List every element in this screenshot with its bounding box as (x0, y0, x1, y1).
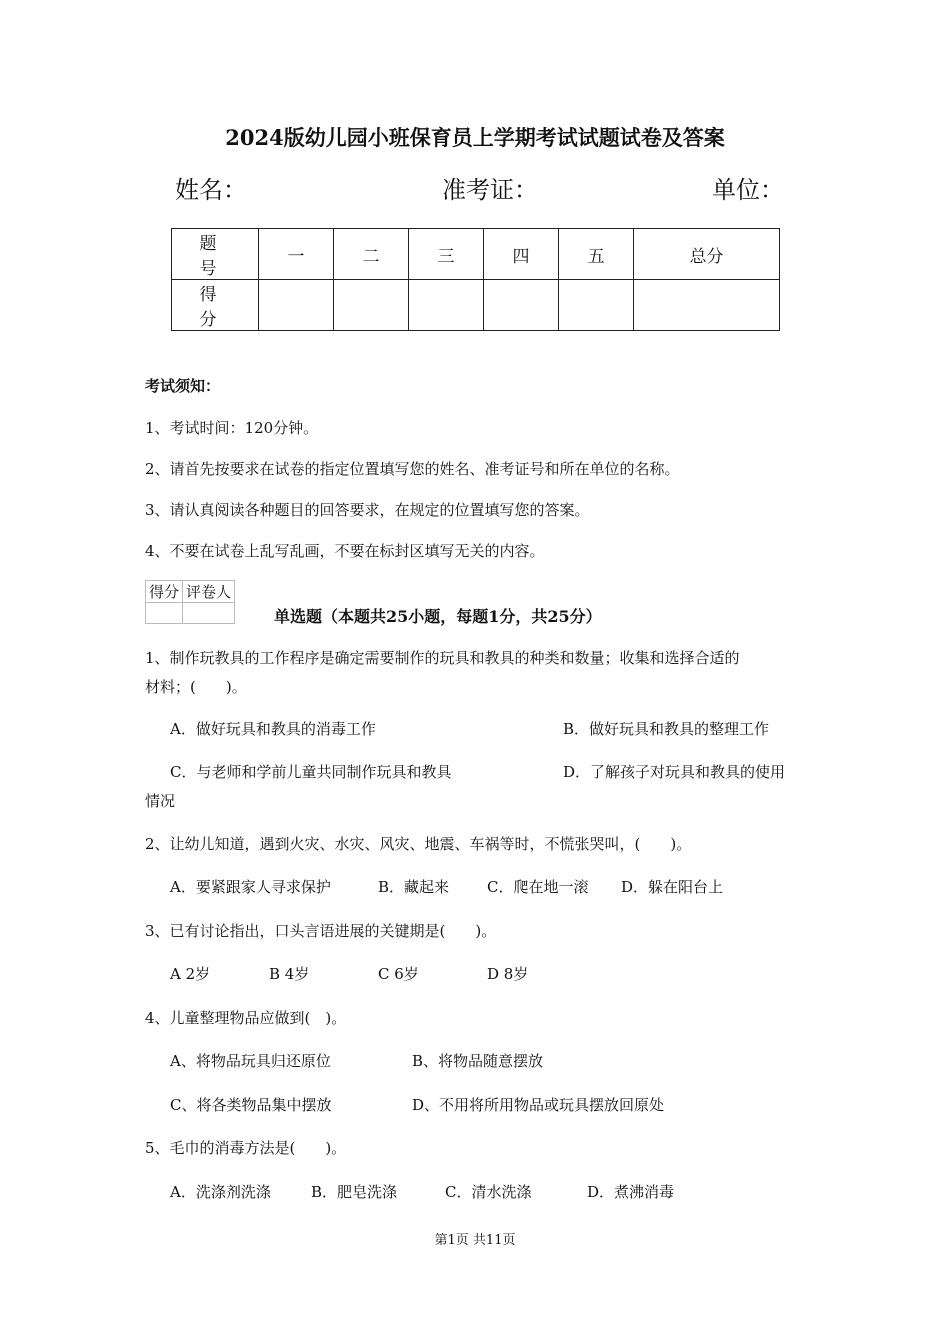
option-c: C．与老师和学前儿童共同制作玩具和教具 (170, 763, 452, 781)
option-a: A、将物品玩具归还原位 (170, 1052, 331, 1070)
page-footer: 第1页 共11页 (434, 1233, 516, 1248)
score-cell (484, 280, 559, 331)
option-d: D．躲在阳台上 (621, 878, 724, 896)
question-stem: 材料；( )。 (145, 678, 247, 696)
score-cell (409, 280, 484, 331)
option-a: A．做好玩具和教具的消毒工作 (170, 720, 376, 738)
option-c: C．爬在地一滚 (487, 878, 589, 896)
notice-item: 1、考试时间：120分钟。 (145, 419, 319, 437)
option-c: C．清水洗涤 (445, 1183, 532, 1201)
section-heading: 单选题（本题共25小题，每题1分，共25分） (274, 607, 602, 626)
question-stem: 4、儿童整理物品应做到( )。 (145, 1009, 347, 1027)
score-col-total: 总分 (634, 229, 780, 280)
notice-item: 4、不要在试卷上乱写乱画，不要在标封区填写无关的内容。 (145, 542, 545, 560)
score-col-1: 一 (259, 229, 334, 280)
score-cell (259, 280, 334, 331)
score-col-2: 二 (334, 229, 409, 280)
score-col-3: 三 (409, 229, 484, 280)
option-d-continued: 情况 (145, 792, 176, 810)
score-table-row-head: 得 分 (172, 280, 259, 331)
score-table-row-head: 题 号 (172, 229, 259, 280)
name-label: 姓名： (175, 176, 247, 204)
grader-reviewer-cell (183, 603, 235, 624)
grader-score-cell (146, 603, 183, 624)
option-d: D、不用将所用物品或玩具摆放回原处 (412, 1096, 665, 1114)
option-d: D．了解孩子对玩具和教具的使用 (563, 763, 786, 781)
score-cell (634, 280, 780, 331)
grader-score-label: 得分 (146, 581, 183, 603)
score-col-4: 四 (484, 229, 559, 280)
option-b: B 4岁 (269, 965, 310, 983)
option-b: B．做好玩具和教具的整理工作 (563, 720, 770, 738)
question-stem: 1、制作玩教具的工作程序是确定需要制作的玩具和教具的种类和数量；收集和选择合适的 (145, 649, 740, 667)
score-table (171, 228, 780, 331)
score-cell (334, 280, 409, 331)
option-b: B．藏起来 (378, 878, 450, 896)
grader-box (145, 580, 235, 624)
option-a: A．要紧跟家人寻求保护 (170, 878, 331, 896)
option-d: D．煮沸消毒 (587, 1183, 675, 1201)
grader-reviewer-label: 评卷人 (183, 581, 235, 603)
notice-item: 2、请首先按要求在试卷的指定位置填写您的姓名、准考证号和所在单位的名称。 (145, 460, 680, 478)
option-a: A 2岁 (170, 965, 211, 983)
score-cell (559, 280, 634, 331)
unit-label: 单位： (712, 176, 784, 204)
score-table-header-row (172, 229, 780, 280)
option-b: B、将物品随意摆放 (412, 1052, 544, 1070)
score-col-5: 五 (559, 229, 634, 280)
notice-item: 3、请认真阅读各种题目的回答要求，在规定的位置填写您的答案。 (145, 501, 590, 519)
notice-heading: 考试须知： (145, 377, 221, 395)
score-table-score-row (172, 280, 780, 331)
option-c: C、将各类物品集中摆放 (170, 1096, 332, 1114)
document-title: 2024版幼儿园小班保育员上学期考试试题试卷及答案 (225, 125, 725, 150)
question-stem: 5、毛巾的消毒方法是( )。 (145, 1139, 347, 1157)
option-d: D 8岁 (487, 965, 529, 983)
option-a: A．洗涤剂洗涤 (170, 1183, 271, 1201)
option-c: C 6岁 (378, 965, 419, 983)
question-stem: 2、让幼儿知道，遇到火灾、水灾、风灾、地震、车祸等时，不慌张哭叫，( )。 (145, 835, 692, 853)
exam-id-label: 准考证： (442, 176, 538, 204)
option-b: B．肥皂洗涤 (311, 1183, 398, 1201)
question-stem: 3、已有讨论指出，口头言语进展的关键期是( )。 (145, 922, 497, 940)
